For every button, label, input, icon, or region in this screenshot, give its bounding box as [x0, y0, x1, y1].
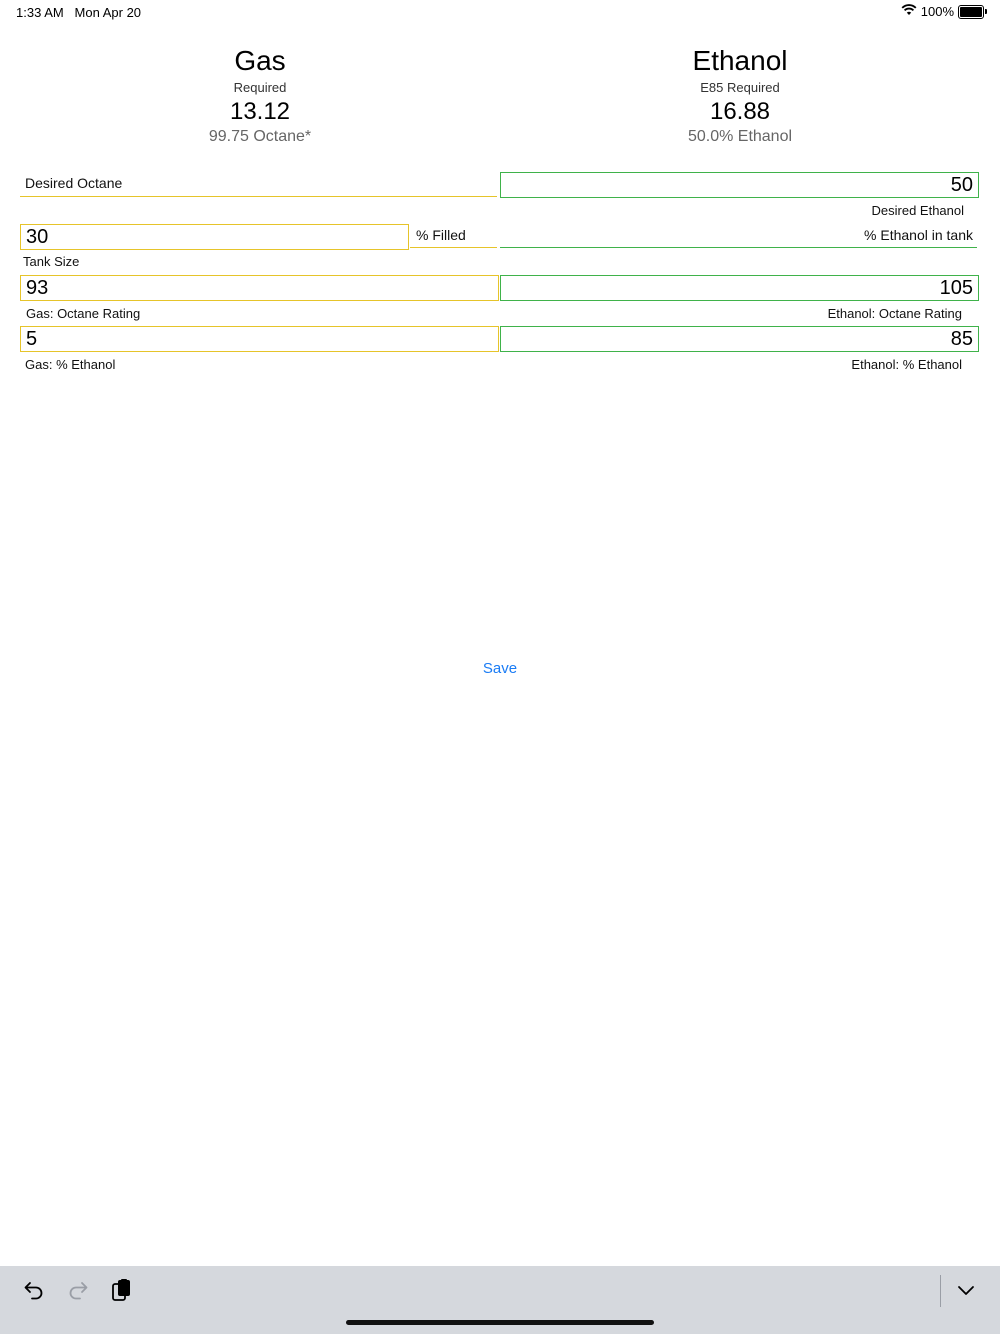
ethanol-subtitle: E85 Required	[700, 80, 780, 95]
gas-octane-input[interactable]: 93	[20, 275, 499, 301]
battery-icon	[958, 5, 984, 19]
save-button[interactable]: Save	[482, 660, 518, 677]
status-bar-right	[901, 4, 984, 19]
ethanol-in-tank-field[interactable]: % Ethanol in tank	[500, 227, 977, 248]
desired-ethanol-label: Desired Ethanol	[871, 203, 964, 218]
desired-octane-label: Desired Octane	[20, 175, 497, 197]
status-date: Mon Apr 20	[74, 5, 142, 20]
status-bar-time	[16, 5, 141, 20]
gas-summary	[20, 44, 500, 147]
undo-icon[interactable]	[22, 1278, 46, 1302]
ethanol-amount: 16.88	[709, 98, 771, 125]
redo-icon[interactable]	[66, 1278, 90, 1302]
gas-subtitle: Required	[233, 80, 287, 95]
status-time: 1:33 AM	[16, 5, 64, 20]
gas-ethanol-label: Gas: % Ethanol	[25, 357, 116, 372]
ethanol-octane-label: Ethanol: Octane Rating	[827, 306, 962, 321]
gas-title: Gas	[234, 45, 286, 76]
desired-ethanol-input[interactable]: 50	[500, 172, 979, 198]
gas-amount: 13.12	[229, 98, 291, 125]
tank-size-input[interactable]: 30	[20, 224, 409, 250]
chevron-down-icon[interactable]	[954, 1278, 978, 1302]
wifi-icon	[901, 4, 917, 19]
gas-octane-note: 99.75 Octane*	[208, 128, 312, 145]
save-button-row	[0, 660, 1000, 677]
toolbar-divider	[940, 1275, 941, 1307]
ethanol-ethanol-input[interactable]: 85	[500, 326, 979, 352]
paste-icon[interactable]	[110, 1278, 134, 1302]
keyboard-toolbar	[0, 1266, 1000, 1334]
ethanol-summary	[500, 44, 980, 147]
battery-percent: 100%	[920, 4, 954, 19]
ethanol-octane-input[interactable]: 105	[500, 275, 979, 301]
ethanol-title: Ethanol	[692, 45, 788, 76]
percent-filled-label: % Filled	[410, 227, 497, 248]
tank-size-label: Tank Size	[23, 254, 80, 269]
ethanol-percent-note: 50.0% Ethanol	[687, 128, 793, 145]
home-indicator	[346, 1320, 654, 1325]
gas-ethanol-input[interactable]: 5	[20, 326, 499, 352]
ethanol-ethanol-label: Ethanol: % Ethanol	[851, 357, 962, 372]
gas-octane-label: Gas: Octane Rating	[26, 306, 141, 321]
